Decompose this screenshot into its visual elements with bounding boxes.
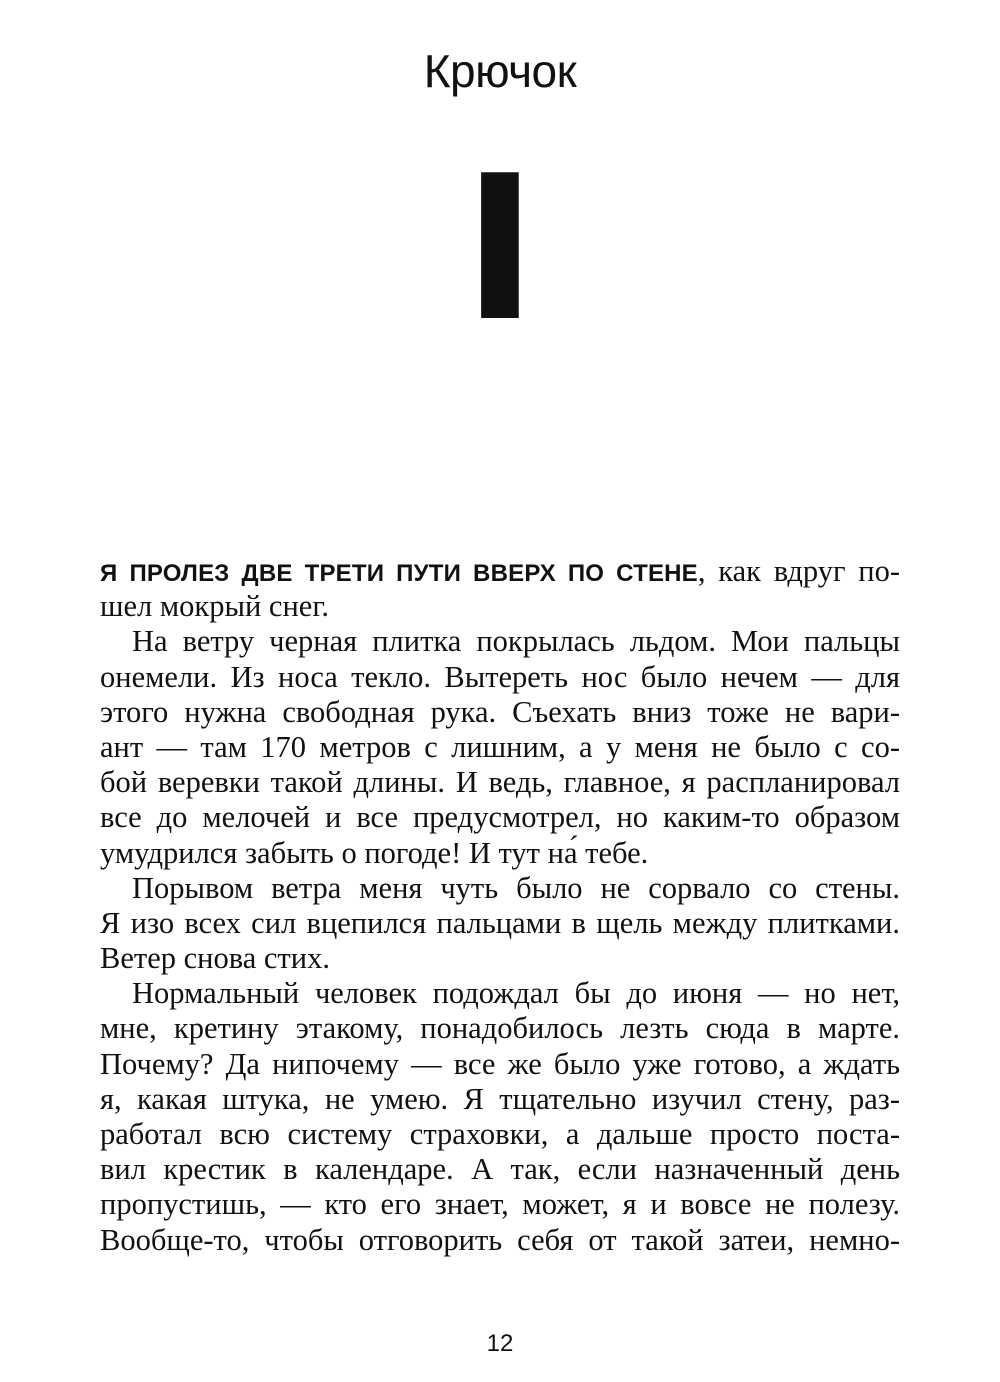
- text-line: все до мелочей и все предусмотрел, но каким-то образом: [100, 800, 900, 835]
- chapter-number: I: [462, 133, 538, 366]
- text-line: шел мокрый снег.: [100, 589, 330, 624]
- text-line: На ветру черная плитка покрылась льдом. Мои пальцы: [132, 624, 900, 659]
- body-text: [100, 554, 900, 1258]
- text-line: я, какая штука, не умею. Я тщательно изучил стену, раз-: [100, 1081, 900, 1116]
- text-line: онемели. Из носа текло. Вытереть нос было нечем — для: [100, 659, 900, 694]
- text-line: этого нужна свободная рука. Съехать вниз тоже не вари-: [100, 694, 900, 729]
- text-line: Я изо всех сил вцепился пальцами в щель между плитками.: [100, 905, 900, 940]
- text-line: Вообще-то, чтобы отговорить себя от такой затеи, немно-: [100, 1222, 900, 1257]
- text-line: мне, кретину этакому, понадобилось лезть сюда в марте.: [100, 1011, 900, 1046]
- text-line: [100, 554, 900, 589]
- text-line: Порывом ветра меня чуть было не сорвало со стены.: [132, 870, 900, 905]
- text-line: работал всю систему страховки, а дальше просто поста-: [100, 1117, 900, 1151]
- text-line: Почему? Да нипочему — все же было уже готово, а ждать: [100, 1046, 900, 1081]
- text-line: умудрился забыть о погоде! И тут на́ тебе.: [100, 835, 649, 870]
- text-line: пропустишь, — кто его знает, может, я и вовсе не полезу.: [100, 1187, 900, 1222]
- text-line: вил крестик в календаре. А так, если назначенный день: [100, 1152, 900, 1187]
- page-number: 12: [486, 1330, 514, 1357]
- lead-in-caps: Я ПРОЛЕЗ ДВЕ ТРЕТИ ПУТИ ВВЕРХ ПО СТЕНЕ: [100, 560, 698, 587]
- text-line: Нормальный человек подождал бы до июня — но нет,: [132, 976, 900, 1011]
- chapter-title: Крючок: [423, 45, 577, 97]
- text-line: ант — там 170 метров с лишним, а у меня не было с со-: [100, 729, 900, 764]
- text-line-fragment: , как вдруг по-: [697, 554, 900, 588]
- text-line: Ветер снова стих.: [100, 941, 330, 976]
- text-line: бой веревки такой длины. И ведь, главное, я распланировал: [100, 765, 900, 800]
